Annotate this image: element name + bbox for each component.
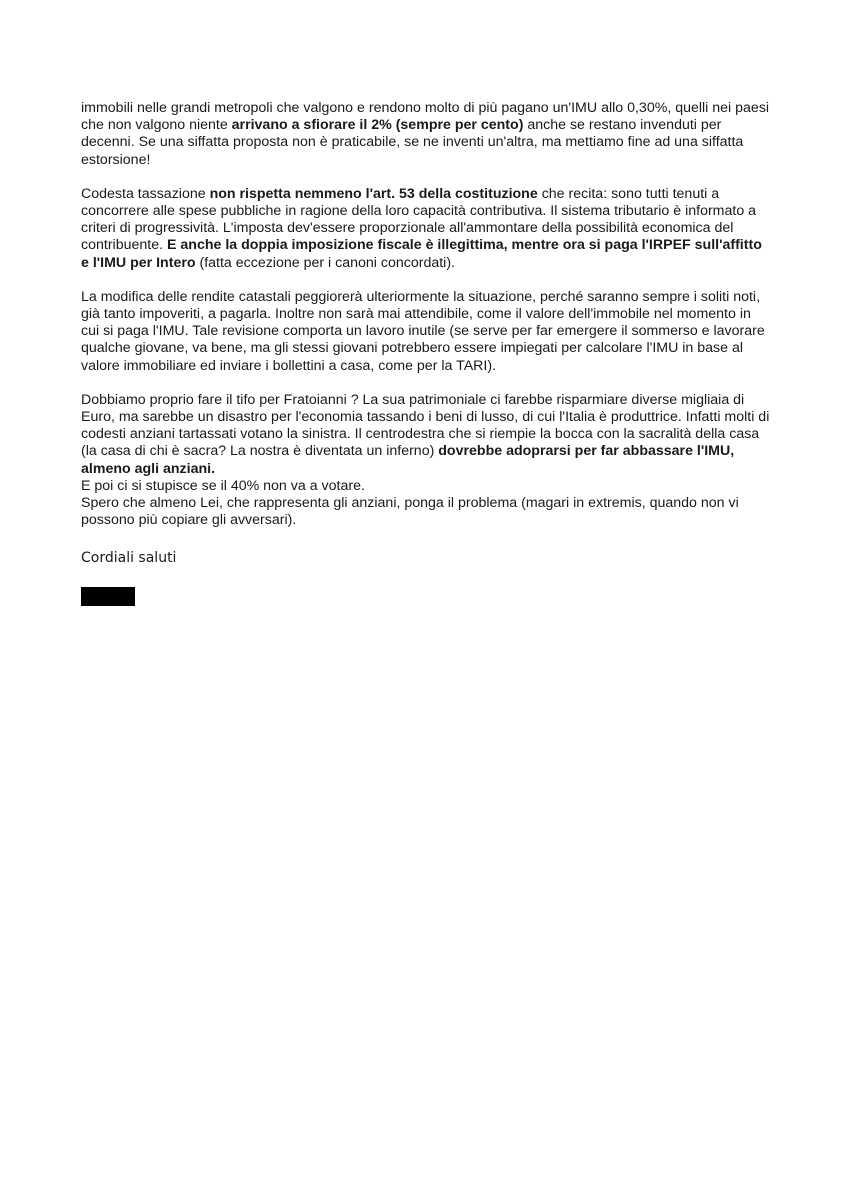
- paragraph-4: Dobbiamo proprio fare il tifo per Fratoianni ? La sua patrimoniale ci farebbe risparmiare diverse migliaia di Euro, ma sarebbe un disastro per l'economia tassando i beni di lusso, di cui l'Italia è produttrice. Infatti molti di codesti anziani tartassati votano la sinistra. Il centrodestra che si riempie la bocca con la sacralità della casa (la casa di chi è sacra? La nostra è diventata un inferno) dovrebbe adoprarsi per far abbassare l'IMU, almeno agli anziani. E poi ci si stupisce se il 40% non va a votare. Spero che almeno Lei, che rappresenta gli anziani, ponga il problema (magari in extremis, quando non vi possono più copiare gli avversari).: [81, 391, 770, 529]
- closing-greeting: Cordiali saluti: [81, 550, 177, 566]
- paragraph-1: immobili nelle grandi metropoli che valgono e rendono molto di più pagano un'IMU allo 0,30%, quelli nei paesi che non valgono niente arrivano a sfiorare il 2% (sempre per cento) anche se restano invenduti per decenni. Se una siffatta proposta non è praticabile, se ne inventi un'altra, ma mettiamo fine ad una siffatta estorsione!: [81, 100, 770, 168]
- letter-body: [81, 100, 771, 546]
- paragraph-3: La modifica delle rendite catastali peggiorerà ulteriormente la situazione, perché saranno sempre i soliti noti, già tanto impoveriti, a pagarla. Inoltre non sarà mai attendibile, come il valore dell'immobile nel momento in cui si paga l'IMU. Tale revisione comporta un lavoro inutile (se serve per far emergere il sommerso e lavorare qualche giovane, va bene, ma gli stessi giovani potrebbero essere impiegati per calcolare l'IMU in base al valore immobiliare ed inviare i bollettini a casa, come per la TARI).: [81, 288, 765, 374]
- paragraph-2: Codesta tassazione non rispetta nemmeno l'art. 53 della costituzione che recita: sono tutti tenuti a concorrere alle spese pubbliche in ragione della loro capacità contributiva. Il sistema tributario è informato a criteri di progressività. L'imposta dev'essere proporzionale all'ammontare della possibilità economica del contribuente. E anche la doppia imposizione fiscale è illegittima, mentre ora si paga l'IRPEF sull'affitto e l'IMU per Intero (fatta eccezione per i canoni concordati).: [81, 185, 762, 271]
- redacted-signature: [81, 587, 135, 606]
